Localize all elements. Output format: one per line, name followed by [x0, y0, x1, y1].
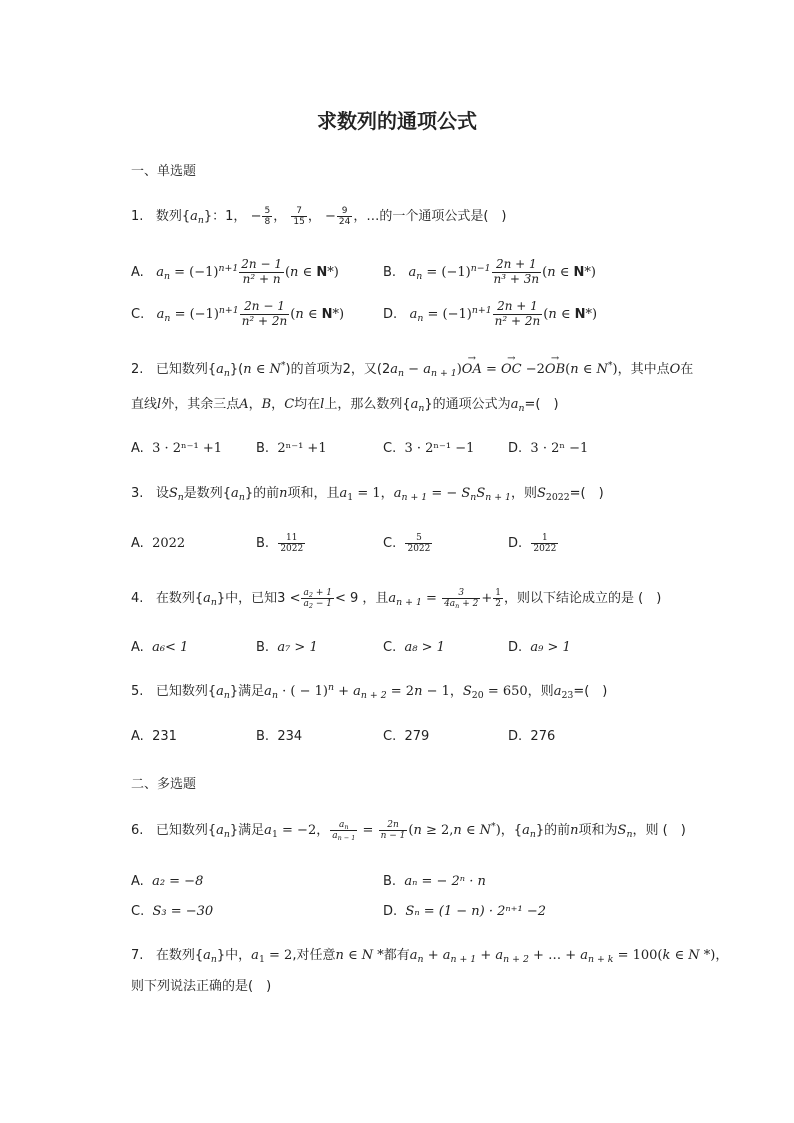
- question-number: 5.: [131, 684, 144, 699]
- question-6-stem: 6. 已知数列$\{a_n\}$满足$a_1 = -2$， $\frac{a_n}{a_{n - 1}}$ = $\frac{2n}{n - 1}$ (n ≥ 2,n ∈ N*)，$\{a_n\}$的前n项和为$S_n$，则 ( ): [131, 819, 686, 842]
- question-2-option-d[interactable]: D. 3 · 2ⁿ −1: [508, 441, 589, 456]
- question-number: 6.: [131, 823, 144, 838]
- question-3-option-d[interactable]: D. $\frac{1}{2022}$: [508, 532, 557, 554]
- question-7-stem-line1: 7. 在数列$\{a_n\}$中，$a_1 = 2$,对任意n ∈ N *都有$a_n + a_{n + 1} + a_{n + 2}$ + … + $a_{n + k} = 100(k$ ∈ N *)，: [131, 948, 729, 965]
- question-5-option-c[interactable]: C. 279: [383, 729, 430, 744]
- question-1-option-a[interactable]: A. $a_n = (-1)^{n+1}$ $\frac{2n - 1}{\text{n² + n}}$ (n ∈ N*): [131, 257, 339, 286]
- question-6-option-c[interactable]: C. S₃ = −30: [131, 904, 214, 919]
- question-4-option-c[interactable]: C. a₈ > 1: [383, 640, 445, 655]
- question-2-option-c[interactable]: C. 3 · 2ⁿ⁻¹ −1: [383, 441, 475, 456]
- question-3-stem: 3. 设$S_n$是数列$\{a_n\}$的前n项和，且$a_1 = 1$，$a_{n + 1}$ = − $S_nS_{n + 1}$，则$S_{2022}=$( ): [131, 486, 604, 503]
- question-4-stem: 4. 在数列$\{a_n\}$中，已知3 < $\frac{a_2 + 1}{a_2 - 1}$ < 9 ，且$a_{n + 1}$ = $\frac{3}{4a_n + 2}$ + $\frac{1}{2}$ ，则以下结论成立的是 ( ): [131, 587, 662, 610]
- question-4-option-d[interactable]: D. a₉ > 1: [508, 640, 571, 655]
- question-5-stem: 5. 已知数列$\{a_n\}$满足$a_n$ · ( − $1)^n + a_{n + 2} = 2n - 1$，$S_{20} = 650$，则$a_{23}=$( ): [131, 681, 608, 701]
- question-7-stem-line2: 则下列说法正确的是( ): [131, 979, 272, 994]
- question-3-option-b[interactable]: B. $\frac{11}{2022}$: [256, 532, 304, 554]
- page-title: 求数列的通项公式: [317, 109, 477, 133]
- question-1-option-c[interactable]: C. $a_n = (-1)^{n+1}$ $\frac{2n - 1}{\text{n² + 2n}}$ (n ∈ N*): [131, 299, 345, 328]
- question-5-option-a[interactable]: A. 231: [131, 729, 177, 744]
- question-2-stem-line2: 直线l外，其余三点A，B，C均在l上，那么数列$\{a_n\}$的通项公式为$a_n=$( ): [131, 397, 559, 414]
- question-5-option-d[interactable]: D. 276: [508, 729, 556, 744]
- question-2-stem-line1: 2. 已知数列$\{a_n\}(n$ ∈ N*)的首项为2，又$(2a_n - a_{n + 1})\to$ OA = → OC −2→ OB(n ∈ N*)，其中点O在: [131, 358, 693, 382]
- question-3-option-a[interactable]: A. 2022: [131, 536, 186, 551]
- question-number: 4.: [131, 591, 144, 606]
- question-number: 7.: [131, 948, 144, 963]
- question-number: 2.: [131, 362, 144, 377]
- question-2-option-b[interactable]: B. 2ⁿ⁻¹ +1: [256, 441, 327, 456]
- question-1-option-b[interactable]: B. $a_n = (-1)^{n-1}$ $\frac{2n + 1}{\text{n³ + 3n}}$ (n ∈ N*): [383, 257, 596, 286]
- question-4-option-a[interactable]: A. a₆< 1: [131, 640, 189, 655]
- question-6-option-b[interactable]: B. aₙ = − 2ⁿ · n: [383, 874, 486, 889]
- question-4-option-b[interactable]: B. a₇ > 1: [256, 640, 318, 655]
- question-6-option-d[interactable]: D. Sₙ = (1 − n) · 2ⁿ⁺¹ −2: [383, 904, 547, 919]
- section-single-choice: 一、单选题: [131, 164, 197, 179]
- question-3-option-c[interactable]: C. $\frac{5}{2022}$: [383, 532, 431, 554]
- section-multiple-choice: 二、多选题: [131, 777, 197, 792]
- question-2-option-a[interactable]: A. 3 · 2ⁿ⁻¹ +1: [131, 441, 222, 456]
- question-number: 3.: [131, 486, 144, 501]
- question-number: 1.: [131, 209, 144, 224]
- question-5-option-b[interactable]: B. 234: [256, 729, 303, 744]
- question-6-option-a[interactable]: A. a₂ = −8: [131, 874, 204, 889]
- question-1-stem: 1. 数列$\{a_n\}$：1， − $\frac{5}{8}$ ， $\frac{7}{15}$ ， − $\frac{9}{24}$ ，…的一个通项公式是( ): [131, 205, 507, 227]
- question-1-option-d[interactable]: D. $a_n = (-1)^{n+1}$ $\frac{2n + 1}{\text{n² + 2n}}$ (n ∈ N*): [383, 299, 598, 328]
